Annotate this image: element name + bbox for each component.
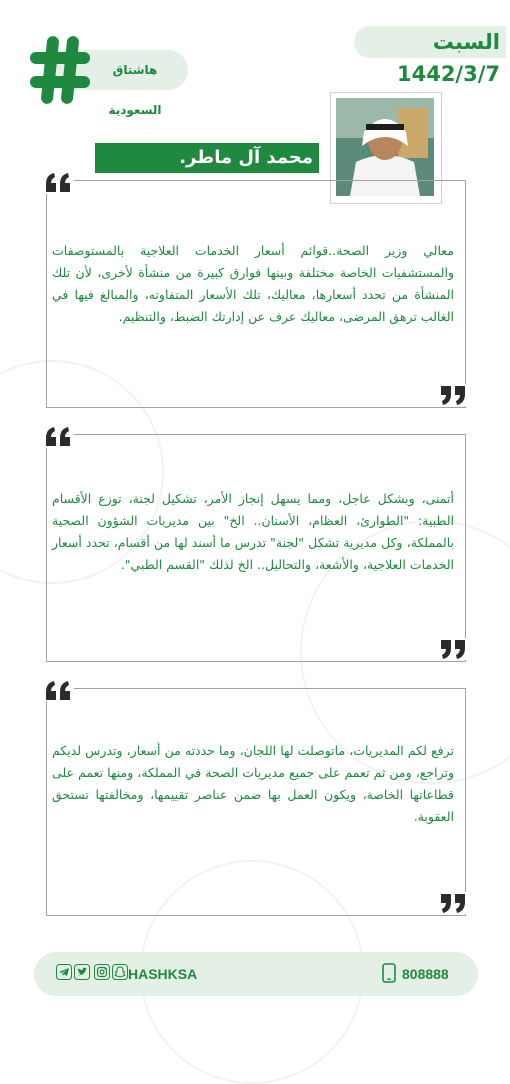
phone-icon [380,963,398,983]
author-name: محمد آل ماطر. [179,147,313,168]
instagram-icon[interactable] [94,964,110,980]
snapchat-icon[interactable] [112,964,128,980]
twitter-icon[interactable] [74,964,90,980]
telegram-icon[interactable] [56,964,72,980]
quote-open-icon [44,680,74,702]
footer-phone[interactable]: 808888 [402,966,449,982]
quote-open-icon [44,426,74,448]
footer-brand: HASHKSA [128,966,198,982]
brand-label: هاشتاق السعودية [108,63,162,117]
quote-open-icon [44,172,74,194]
date-label: السبت 1442/3/7 [396,30,500,86]
quote-text: أتمنى، وبشكل عاجل، ومما يسهل إنجاز الأمر، تشكيل لجنة، توزع الأقسام الطبية: "الطوارئ، العظام، الأسنان.. الخ" بين مديريات الشؤون الصحية بالمملكة، وكل مديرية تشكل "لجنة" تدرس ما أسند لها من أقسام، تحدد أسعار الخدمات العلاجية، والأشعة، والتحاليل.. الخ لذلك "القسم الطبي". [52,491,454,572]
quote-text: معالي وزير الصحة..قوائم أسعار الخدمات العلاجية بالمستوصفات والمستشفيات الخاصة مختلفة وبينها فوارق كبيرة من منشأة لأخرى، لأن تلك المنشأة من تحدد أسعارها، معاليك، تلك الأسعار المتفاوته، والمبالغ فيها في الغالب ترهق المرضى، معاليك عرف عن إدارتك الضبط، والتنظيم. [52,243,454,324]
quote-close-icon [437,892,467,914]
hashtag-logo-icon [28,34,92,106]
quote-text: ترفع لكم المديريات، ماتوصلت لها اللجان، وما حددته من أسعار، وتدرس لديكم وتراجع، ومن ثم تعمم على جميع مديريات الصحة في المملكة، ومنها تعمم على قطاعاتها الخاصة، ويكون العمل بها ضمن عناصر تقييمها، ومخالفتها تستحق العقوبة. [52,743,454,824]
quote-close-icon [437,638,467,660]
quote-close-icon [437,384,467,406]
